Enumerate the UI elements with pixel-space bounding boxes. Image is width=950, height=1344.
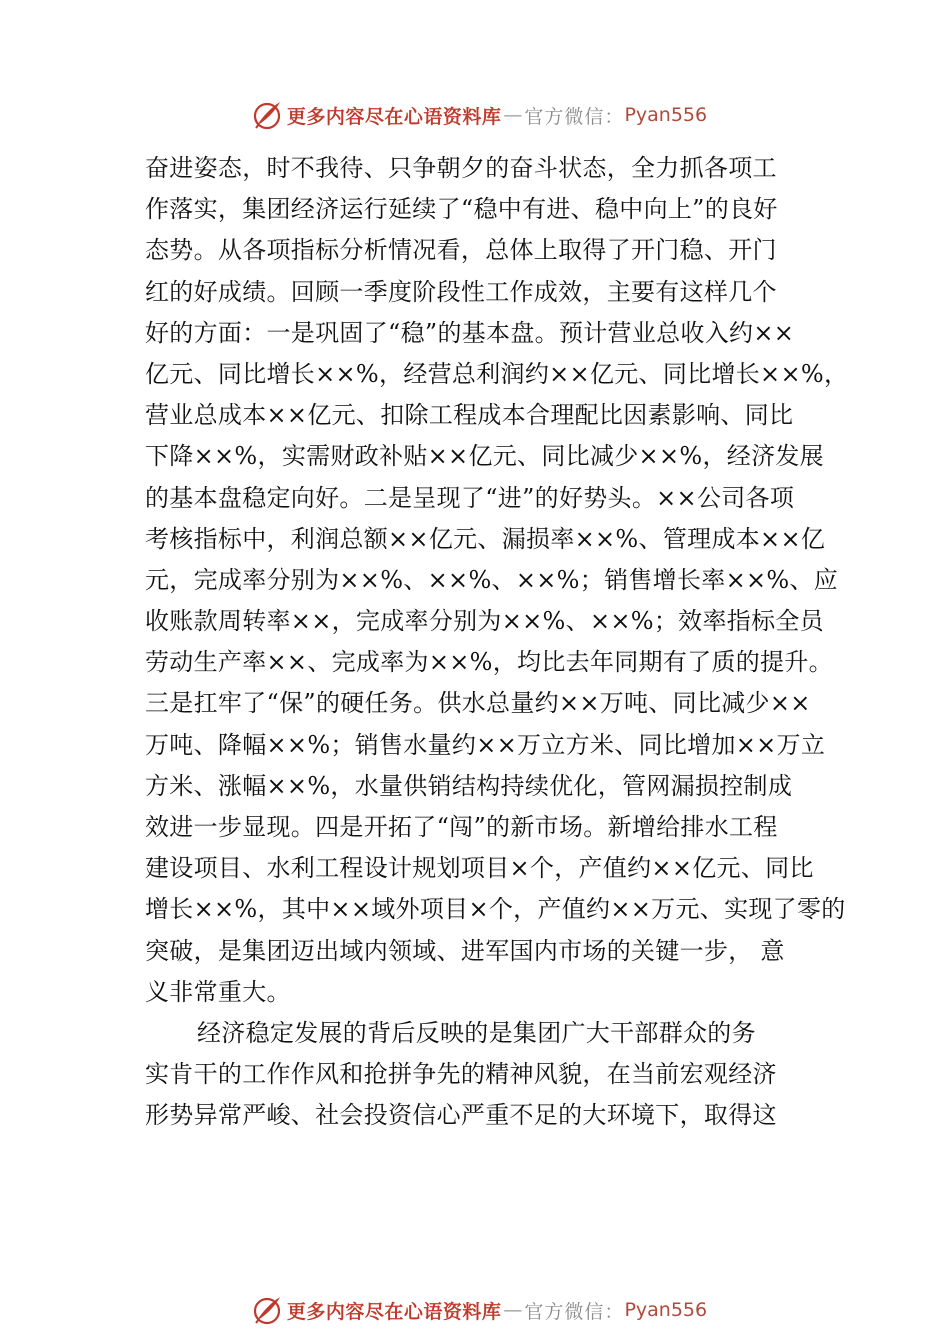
text-line-3: 态势。从各项指标分析情况看，总体上取得了开门稳、开门 [145, 236, 777, 265]
text-line-8: 下降××%，实需财政补贴××亿元、同比减少××%，经济发展 [145, 442, 824, 471]
header-wechat-id: Pyan556 [624, 104, 708, 126]
document-body [145, 148, 849, 1137]
text-line-2: 作落实，集团经济运行延续了“稳中有进、稳中向上”的良好 [145, 195, 778, 224]
footer-banner [0, 1290, 950, 1330]
text-line-7: 营业总成本××亿元、扣除工程成本合理配比因素影响、同比 [145, 401, 794, 430]
footer-dash: — [503, 1299, 523, 1321]
text-line-22: 经济稳定发展的背后反映的是集团广大干部群众的务 [197, 1018, 756, 1047]
text-line-16: 方米、涨幅××%，水量供销结构持续优化，管网漏损控制成 [145, 771, 793, 800]
text-line-19: 增长××%，其中××域外项目×个，产值约××万元、实现了零的 [145, 895, 846, 924]
text-line-9: 的基本盘稳定向好。二是呈现了“进”的好势头。××公司各项 [145, 483, 795, 512]
header-banner-content [251, 99, 707, 131]
text-line-17: 效进一步显现。四是开拓了“闯”的新市场。新增给排水工程 [145, 813, 778, 841]
text-line-4: 红的好成绩。回顾一季度阶段性工作成效，主要有这样几个 [145, 277, 777, 306]
header-dash: — [503, 104, 523, 126]
text-line-1: 奋进姿态，时不我待、只争朝夕的奋斗状态，全力抓各项工 [145, 154, 777, 182]
text-line-13: 劳动生产率××、完成率为××%，均比去年同期有了质的提升。 [145, 648, 833, 677]
text-line-5: 好的方面：一是巩固了“稳”的基本盘。预计营业总收入约×× [145, 318, 795, 347]
header-banner [0, 95, 950, 135]
text-line-24: 形势异常严峻、社会投资信心严重不足的大环境下，取得这 [145, 1101, 777, 1130]
header-promo-text: 更多内容尽在心语资料库 [286, 105, 502, 128]
text-line-18: 建设项目、水利工程设计规划项目×个，产值约××亿元、同比 [145, 854, 814, 883]
text-line-15: 万吨、降幅××%；销售水量约××万立方米、同比增加××万立 [145, 730, 826, 759]
text-line-6: 亿元、同比增长××%，经营总利润约××亿元、同比增长××%， [145, 359, 849, 388]
footer-wechat-id: Pyan556 [624, 1299, 708, 1321]
quill-pen-logo-icon [251, 1294, 283, 1326]
text-line-12: 收账款周转率××，完成率分别为××%、××%；效率指标全员 [145, 607, 824, 636]
text-line-11: 元，完成率分别为××%、××%、××%；销售增长率××%、应 [145, 565, 839, 594]
footer-promo-text: 更多内容尽在心语资料库 [286, 1300, 502, 1323]
quill-pen-logo-icon [251, 99, 283, 131]
footer-banner-content [251, 1294, 707, 1326]
header-wechat-label: 官方微信： [524, 105, 625, 128]
text-line-23: 实肯干的工作作风和抢拼争先的精神风貌，在当前宏观经济 [145, 1060, 777, 1089]
text-line-14: 三是扛牢了“保”的硬任务。供水总量约××万吨、同比减少×× [145, 689, 811, 718]
text-line-10: 考核指标中，利润总额××亿元、漏损率××%、管理成本××亿 [145, 524, 826, 553]
footer-wechat-label: 官方微信： [524, 1300, 625, 1323]
text-line-20: 突破，是集团迈出域内领域、进军国内市场的关键一步， 意 [145, 936, 785, 965]
text-line-21: 义非常重大。 [145, 977, 291, 1006]
